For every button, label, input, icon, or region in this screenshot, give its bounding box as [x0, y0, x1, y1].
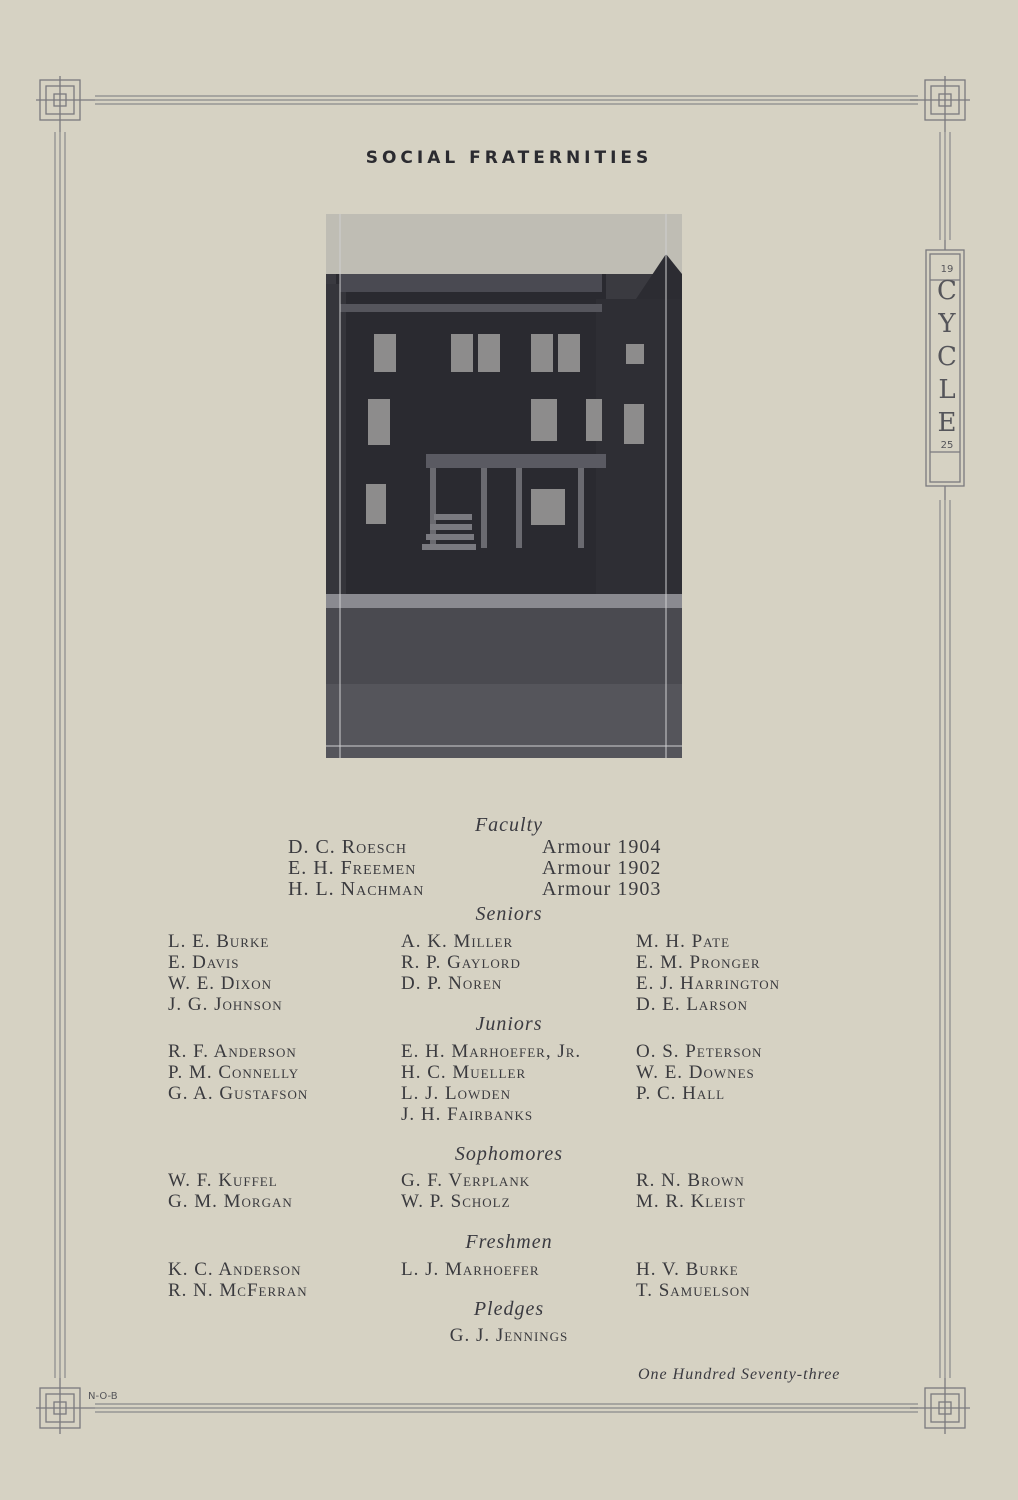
faculty-heading: Faculty [474, 814, 544, 836]
page-number-text: One Hundred Seventy-three [638, 1366, 841, 1383]
pledges-column [0, 1325, 1018, 1346]
corner-ornament-top-right [910, 76, 970, 132]
seniors-column-3 [636, 931, 780, 1015]
member-name: R. N. Brown [636, 1170, 745, 1191]
member-name: L. J. Lowden [401, 1083, 511, 1104]
member-name: G. J. Jennings [449, 1325, 569, 1346]
member-name: R. P. Gaylord [401, 952, 521, 973]
juniors-column-3 [636, 1041, 762, 1104]
freshmen-column-3 [636, 1259, 751, 1301]
side-banner-letter: Y [938, 309, 956, 339]
member-name: L. E. Burke [168, 931, 270, 952]
faculty-names [288, 837, 424, 900]
member-name: T. Samuelson [636, 1280, 751, 1301]
corner-ornament-top-left [36, 76, 95, 132]
faculty-member-note: Armour 1903 [542, 878, 662, 900]
juniors-heading: Juniors [475, 1013, 543, 1035]
seniors-column-2 [401, 931, 521, 994]
sophomores-column-3 [636, 1170, 746, 1212]
sophomores-heading: Sophomores [454, 1143, 564, 1165]
house-photo [326, 214, 682, 758]
seniors-column-1 [168, 931, 283, 1015]
freshmen-column-2 [401, 1259, 540, 1280]
member-name: L. J. Marhoefer [401, 1259, 540, 1280]
monogram: N-O-B [88, 1391, 118, 1402]
member-name: G. F. Verplank [401, 1170, 531, 1191]
member-name: K. C. Anderson [168, 1259, 302, 1280]
faculty-member-name: E. H. Freemen [288, 857, 417, 879]
pledges-heading: Pledges [473, 1298, 545, 1320]
juniors-column-1 [168, 1041, 308, 1104]
member-name: G. M. Morgan [168, 1191, 293, 1212]
member-name: E. Davis [168, 952, 240, 973]
member-name: G. A. Gustafson [168, 1083, 309, 1104]
member-name: M. H. Pate [636, 931, 731, 952]
faculty-member-note: Armour 1902 [542, 857, 662, 879]
member-name: J. H. Fairbanks [401, 1104, 534, 1125]
member-name: W. E. Dixon [168, 973, 273, 994]
member-name: E. M. Pronger [636, 952, 761, 973]
faculty-notes [542, 837, 661, 900]
sophomores-column-1 [168, 1170, 293, 1212]
page-title: SOCIAL FRATERNITIES [365, 148, 653, 168]
freshmen-column-1 [168, 1259, 308, 1301]
juniors-column-2 [401, 1041, 581, 1125]
member-name: D. P. Noren [401, 973, 503, 994]
member-name: H. V. Burke [636, 1259, 739, 1280]
corner-ornament-bottom-right [910, 1378, 970, 1434]
side-banner-letter: C [937, 276, 957, 306]
member-name: E. H. Marhoefer, Jr. [401, 1041, 582, 1062]
member-name: R. N. McFerran [168, 1280, 308, 1301]
member-name: W. P. Scholz [401, 1191, 511, 1212]
member-name: O. S. Peterson [636, 1041, 763, 1062]
side-banner-letter: E [937, 408, 957, 438]
member-name: W. E. Downes [636, 1062, 755, 1083]
member-name: E. J. Harrington [636, 973, 781, 994]
member-name: P. C. Hall [636, 1083, 726, 1104]
side-banner-letter: L [938, 375, 956, 405]
faculty-member-name: H. L. Nachman [288, 878, 425, 900]
member-name: M. R. Kleist [636, 1191, 746, 1212]
faculty-member-note: Armour 1904 [542, 836, 662, 858]
sophomores-column-2 [401, 1170, 530, 1212]
house-illustration [326, 214, 682, 758]
member-name: R. F. Anderson [168, 1041, 297, 1062]
member-name: W. F. Kuffel [168, 1170, 278, 1191]
member-name: P. M. Connelly [168, 1062, 300, 1083]
member-name: A. K. Miller [401, 931, 514, 952]
side-banner [932, 264, 962, 451]
member-name: H. C. Mueller [401, 1062, 527, 1083]
seniors-heading: Seniors [475, 903, 543, 925]
side-banner-bottom-code: 25 [940, 440, 954, 451]
member-name: J. G. Johnson [168, 994, 283, 1015]
side-banner-top-code: 19 [940, 264, 954, 275]
corner-ornament-bottom-left [36, 1378, 95, 1434]
side-banner-letter: C [937, 342, 957, 372]
faculty-member-name: D. C. Roesch [288, 836, 408, 858]
member-name: D. E. Larson [636, 994, 748, 1015]
freshmen-heading: Freshmen [465, 1231, 553, 1253]
